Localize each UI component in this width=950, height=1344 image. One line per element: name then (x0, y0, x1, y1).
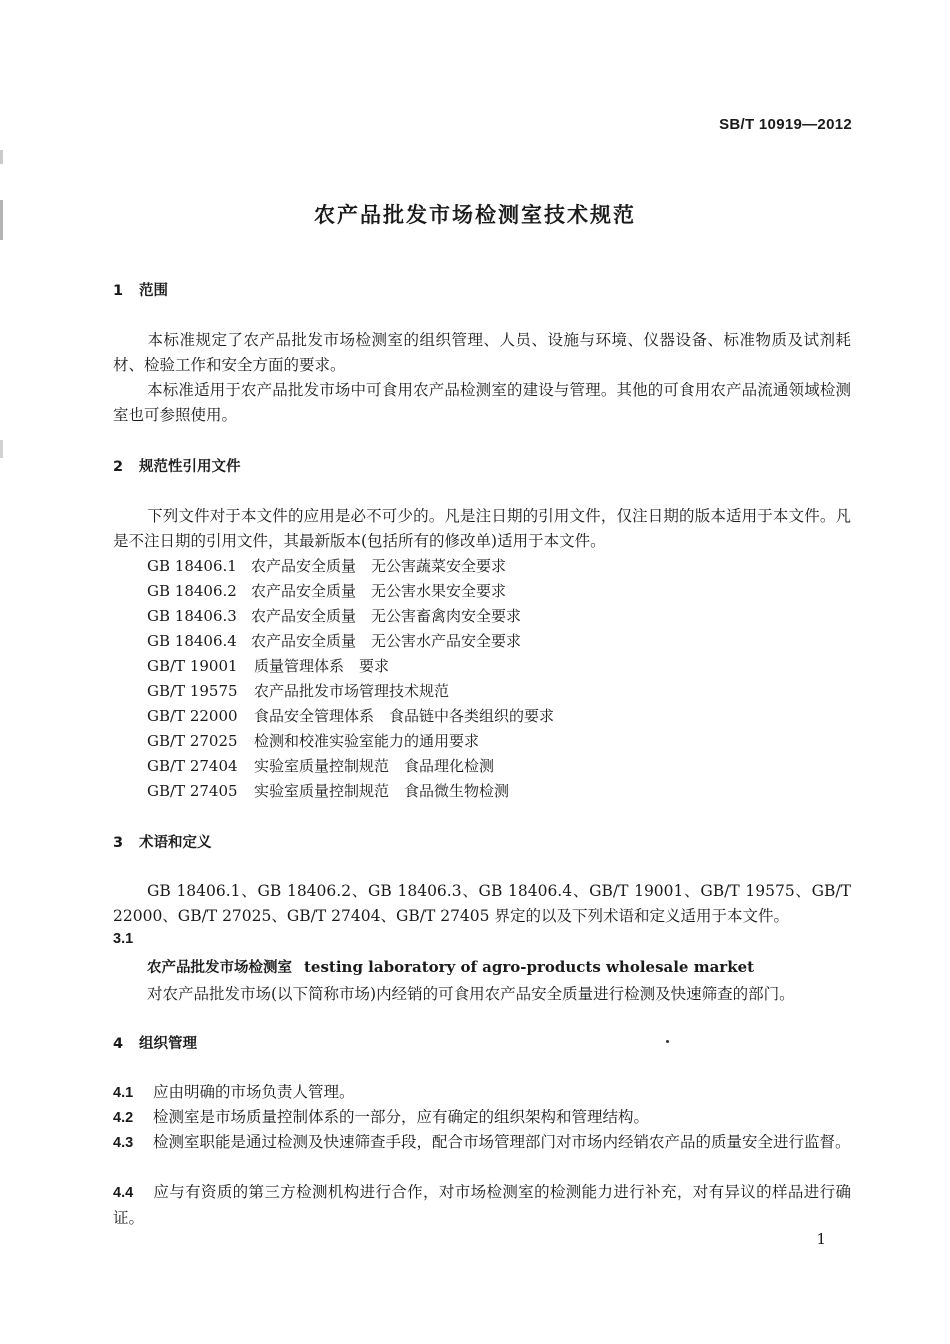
reference-title: 检测和校准实验室能力的通用要求 (254, 732, 480, 750)
reference-title: 农产品安全质量 无公害蔬菜安全要求 (251, 557, 507, 575)
reference-title: 农产品安全质量 无公害水果安全要求 (251, 582, 507, 600)
paragraph-text: GB 18406.1、GB 18406.2、GB 18406.3、GB 18406.4、GB/T 19001、GB/T 19575、GB/T 22000、GB/T 27025、GB/T 27404、GB/T 27405 界定的以及下列术语和定义适用于本文件。 (113, 882, 851, 925)
section-heading-3 (113, 831, 212, 852)
section-title: 术语和定义 (139, 835, 212, 851)
term-chinese: 农产品批发市场检测室 (147, 960, 292, 976)
section-number: 4 (113, 1036, 124, 1052)
reference-code: GB/T 27404 (147, 757, 238, 775)
reference-item (147, 705, 554, 726)
paragraph (113, 378, 851, 428)
reference-title: 农产品安全质量 无公害畜禽肉安全要求 (251, 607, 522, 625)
reference-item (147, 580, 506, 601)
clause-item (113, 1130, 851, 1156)
term-entry (147, 956, 754, 977)
paragraph (113, 504, 851, 554)
paragraph (113, 879, 851, 929)
clause-item (113, 1180, 851, 1231)
clause-text: 检测室是市场质量控制体系的一部分，应有确定的组织架构和管理结构。 (153, 1108, 650, 1126)
clause-item (113, 1080, 851, 1106)
clause-text: 应与有资质的第三方检测机构进行合作，对市场检测室的检测能力进行补充，对有异议的样品进行确证。 (113, 1183, 851, 1227)
clause-item (113, 1105, 851, 1131)
paragraph-text: 下列文件对于本文件的应用是必不可少的。凡是注日期的引用文件，仅注日期的版本适用于本文件。凡是不注日期的引用文件，其最新版本(包括所有的修改单)适用于本文件。 (113, 507, 851, 550)
reference-item (147, 730, 479, 751)
clause-number: 4.2 (113, 1110, 134, 1126)
reference-code: GB/T 27025 (147, 732, 238, 750)
term-number: 3.1 (113, 931, 134, 947)
reference-code: GB/T 22000 (147, 707, 238, 725)
reference-item (147, 755, 494, 776)
term-english: testing laboratory of agro-products wholesale market (304, 958, 755, 976)
scan-speck (666, 1040, 669, 1043)
section-number: 1 (113, 283, 124, 299)
clause-number: 4.1 (113, 1085, 134, 1101)
clause-text: 检测室职能是通过检测及快速筛查手段，配合市场管理部门对市场内经销农产品的质量安全进行监督。 (153, 1133, 851, 1151)
scan-edge-mark (0, 150, 3, 164)
reference-item (147, 605, 521, 626)
reference-code: GB/T 27405 (147, 782, 238, 800)
reference-title: 质量管理体系 要求 (254, 657, 390, 675)
page-title: 农产品批发市场检测室技术规范 (314, 203, 636, 227)
section-number: 2 (113, 459, 124, 475)
section-heading-4 (113, 1032, 197, 1053)
clause-text: 应由明确的市场负责人管理。 (153, 1083, 355, 1101)
reference-title: 农产品安全质量 无公害水产品安全要求 (251, 632, 522, 650)
paragraph-text: 本标准适用于农产品批发市场中可食用农产品检测室的建设与管理。其他的可食用农产品流通领域检测室也可参照使用。 (113, 381, 851, 424)
scan-edge-mark (0, 440, 3, 458)
paragraph-text: 本标准规定了农产品批发市场检测室的组织管理、人员、设施与环境、仪器设备、标准物质及试剂耗材、检验工作和安全方面的要求。 (113, 331, 851, 374)
reference-title: 农产品批发市场管理技术规范 (254, 682, 450, 700)
reference-code: GB 18406.3 (147, 607, 237, 625)
reference-item (147, 555, 506, 576)
clause-number: 4.4 (113, 1185, 134, 1201)
section-title: 规范性引用文件 (139, 459, 241, 475)
reference-code: GB 18406.1 (147, 557, 237, 575)
reference-item (147, 630, 521, 651)
reference-code: GB/T 19001 (147, 657, 238, 675)
reference-code: GB 18406.4 (147, 632, 237, 650)
paragraph (113, 328, 851, 378)
section-title: 范围 (139, 283, 168, 299)
reference-item (147, 780, 509, 801)
section-number: 3 (113, 835, 124, 851)
term-definition: 对农产品批发市场(以下简称市场)内经销的可食用农产品安全质量进行检测及快速筛查的部门。 (147, 985, 795, 1003)
page-number: 1 (816, 1230, 826, 1248)
section-heading-2 (113, 455, 241, 476)
section-title: 组织管理 (139, 1036, 197, 1052)
reference-title: 实验室质量控制规范 食品微生物检测 (254, 782, 510, 800)
clause-number: 4.3 (113, 1135, 134, 1151)
reference-code: GB 18406.2 (147, 582, 237, 600)
section-heading-1 (113, 279, 168, 300)
reference-title: 实验室质量控制规范 食品理化检测 (254, 757, 495, 775)
standard-number: SB/T 10919—2012 (719, 116, 852, 133)
reference-item (147, 680, 449, 701)
reference-code: GB/T 19575 (147, 682, 238, 700)
reference-title: 食品安全管理体系 食品链中各类组织的要求 (254, 707, 555, 725)
reference-item (147, 655, 389, 676)
